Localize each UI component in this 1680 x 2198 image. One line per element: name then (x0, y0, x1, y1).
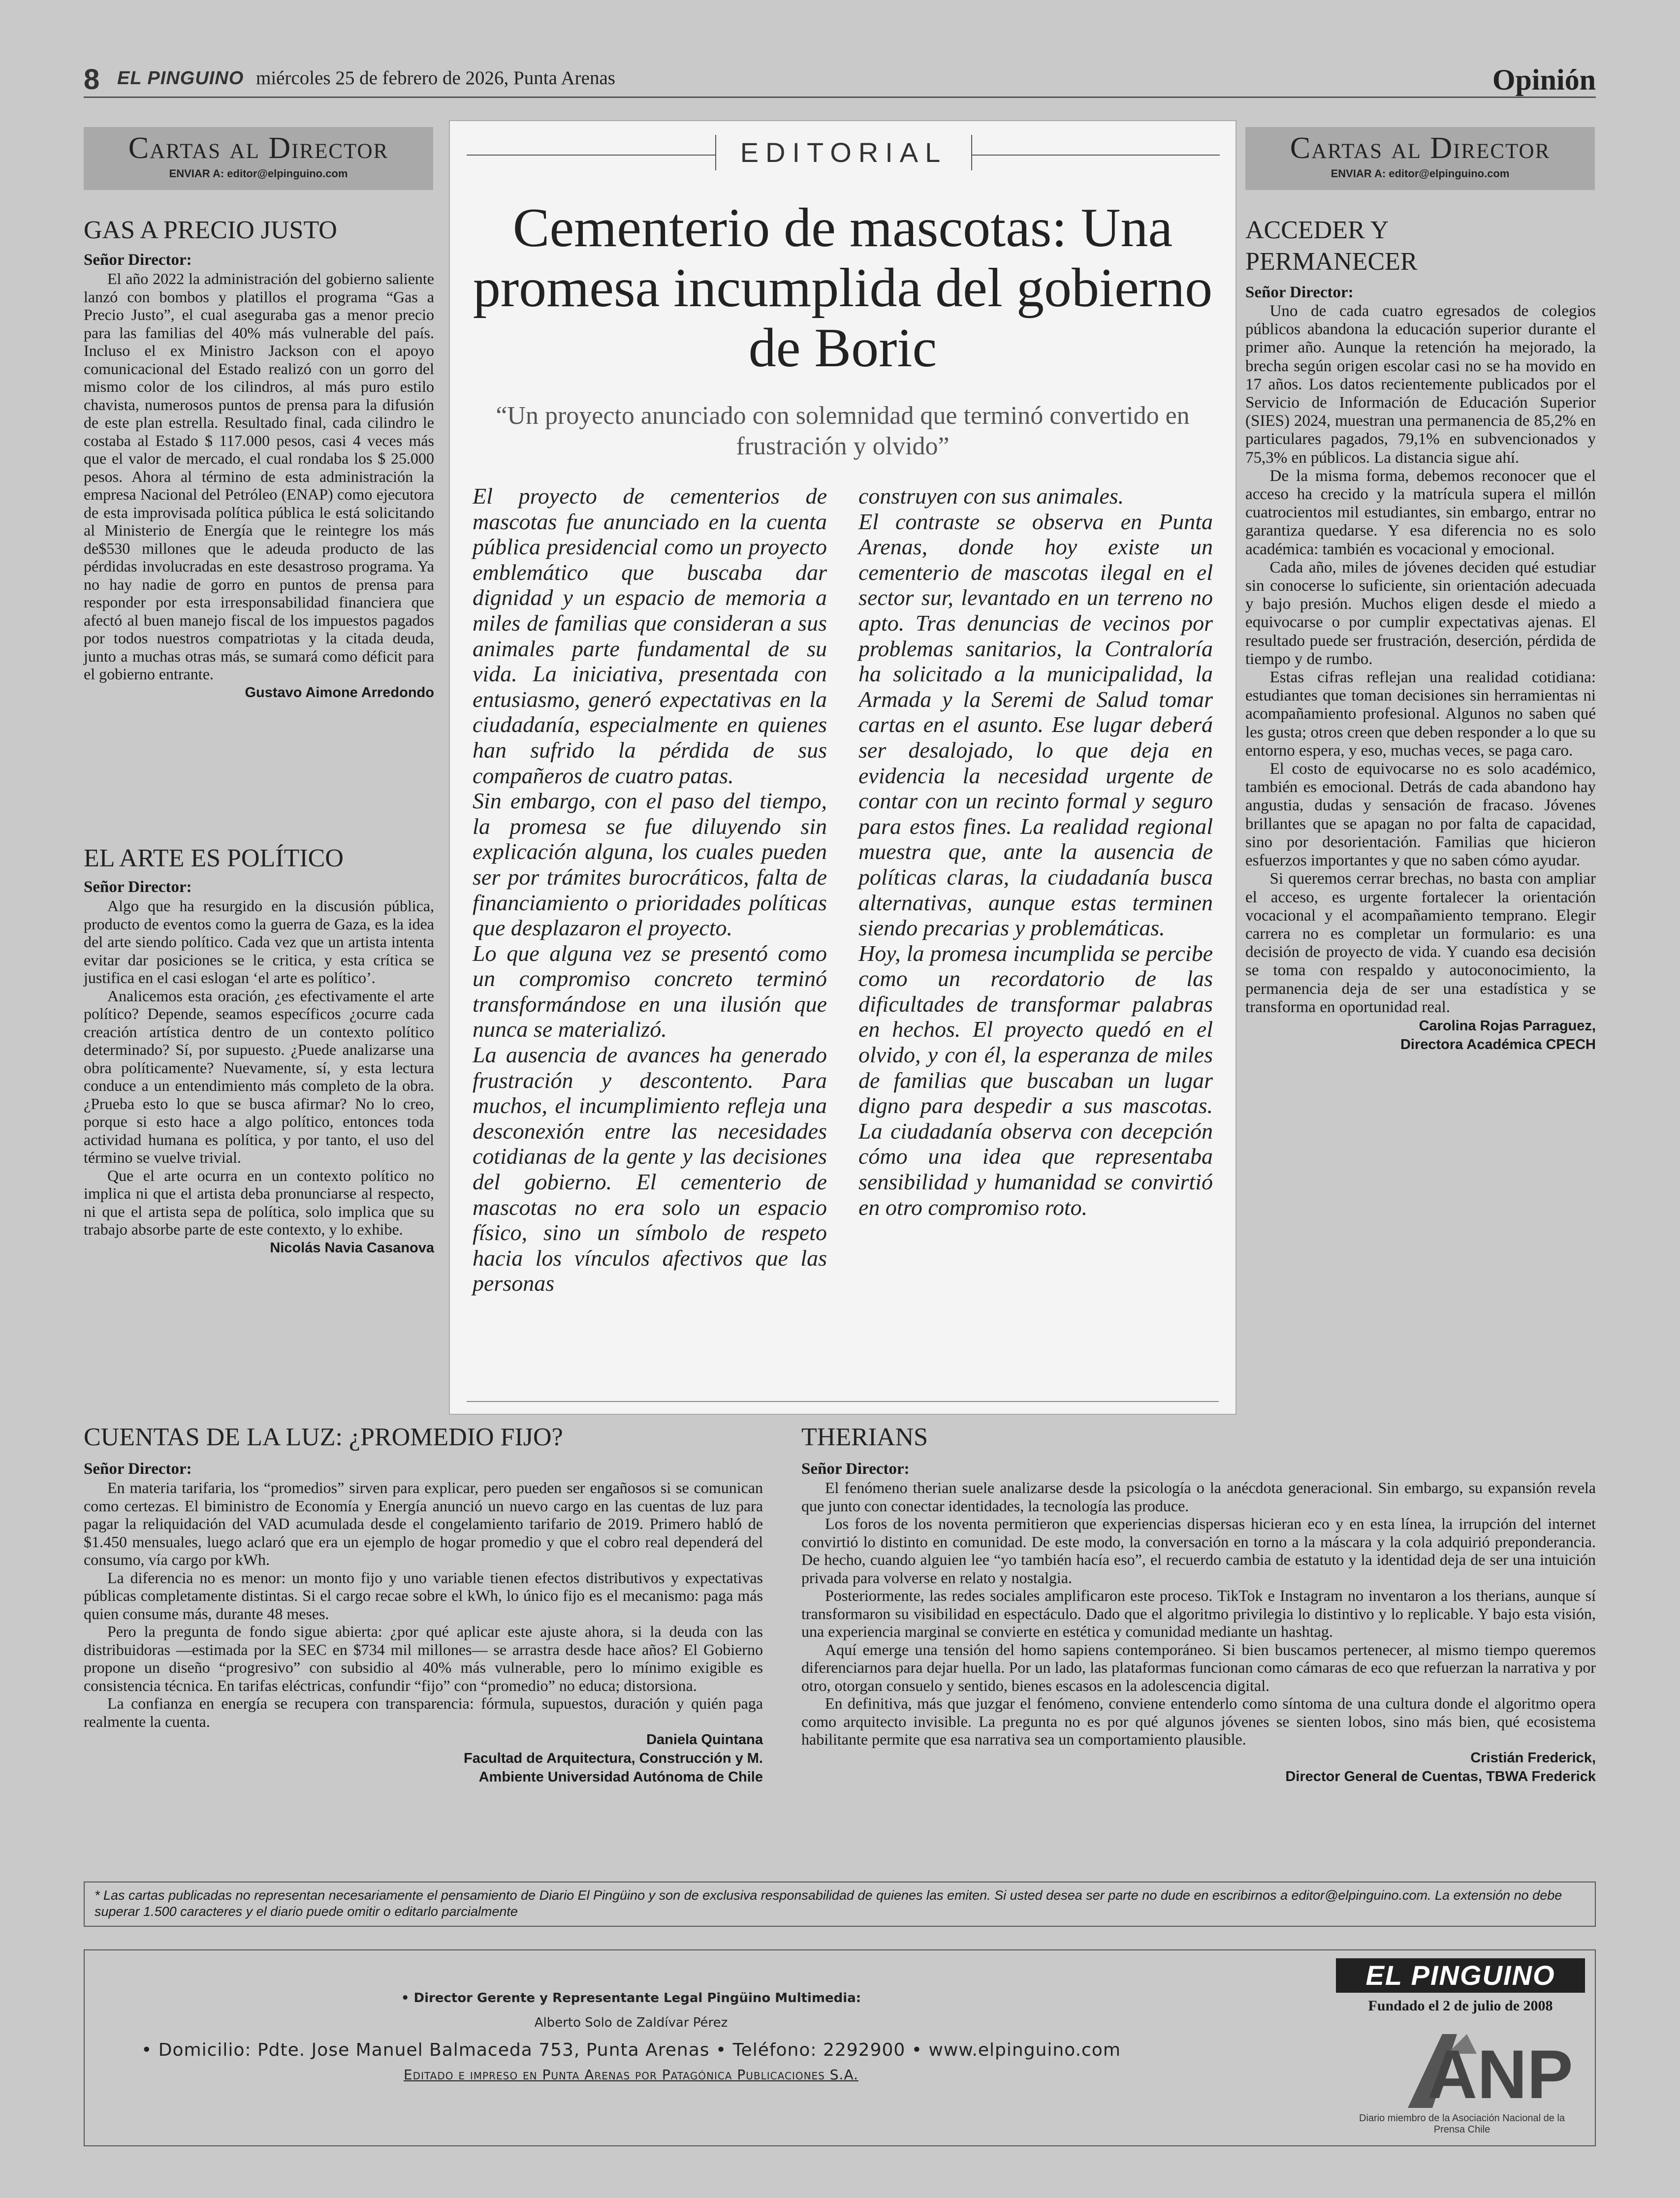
editorial-title: Cementerio de mascotas: Una promesa incumplida del gobierno de Boric (473, 197, 1213, 379)
letter-title: GAS A PRECIO JUSTO (84, 216, 337, 244)
letter-paragraph: De la misma forma, debemos reconocer que el acceso ha crecido y la matrícula supera el millón cuatrocientos mil estudiantes, sin embargo, entrar no garantiza quedarse. Y esa diferencia no es solo académica: también es vocacional y emocional. (1245, 467, 1596, 558)
editorial-column-2 (858, 483, 1213, 1220)
anp-caption: Diario miembro de la Asociación Nacional de la Prensa Chile (1359, 2113, 1565, 2135)
disclaimer: * Las cartas publicadas no representan necesariamente el pensamiento de Diario El Pingüino y son de exclusiva responsabilidad de quienes las emiten. Si usted desea ser parte no dude en escribirnos a editor@elpinguino.com. La extensión no debe superar 1.500 caracteres y el diario puede omitir o editarlo parcialmente (84, 1881, 1596, 1927)
editorial-paragraph: Hoy, la promesa incumplida se percibe como un recordatorio de las dificultades de transformar palabras en hechos. El proyecto quedó en el olvido, y con él, la esperanza de miles de familias que buscaban un lugar digno para despedir a sus mascotas. La ciudadanía observa con decepción cómo una idea que representaba sensibilidad y humanidad se convirtió en otro compromiso roto. (858, 940, 1213, 1220)
page-header (84, 63, 1596, 98)
editorial-rule (467, 155, 715, 156)
letter-signature: Nicolás Navia Casanova (270, 1240, 434, 1256)
letter-title: THERIANS (801, 1423, 928, 1451)
pinguino-logo: EL PINGUINO (1336, 1958, 1585, 1993)
letter-salutation: Señor Director: (84, 878, 192, 896)
footer-person: Alberto Solo de Zaldívar Pérez (534, 2015, 728, 2030)
letter-paragraph: El año 2022 la administración del gobierno saliente lanzó con bombos y platillos el programa “Gas a Precio Justo”, el cual aseguraba gas a menor precio para las familias del 40% más vulnerable del país. Incluso el ex Ministro Jackson con el apoyo comunicacional del Estado realizó con un gorro del mismo color de los cilindros, al más puro estilo chavista, numerosos puntos de prensa para la difusión de este plan estrella. Resultado final, cada cilindro le costaba al Estado $ 117.000 pesos, casi 4 veces más que el valor de mercado, el cual rondaba los $ 25.000 pesos. Ahora al término de esta administración la empresa Nacional del Petróleo (ENAP) como ejecutora de esta improvisada política pública le está solicitando al Ministerio de Energía que le reintegre los más de$530 millones que le adeuda producto de las pérdidas involucradas en este desastroso programa. Ya no hay nadie de gorro en puntos de prensa para responder por esta irresponsabilidad financiera que afectó al buen manejo fiscal de los impuestos pagados por todos nuestros compatriotas y la citada deuda, junto a muchas otras más, se sumará como déficit para el gobierno entrante. (84, 270, 434, 683)
letter-paragraph: Pero la pregunta de fondo sigue abierta: ¿por qué aplicar este ajuste ahora, si la deuda con las distribuidoras —estimada por la SEC en $734 mil millones— se arrastra desde hace años? El Gobierno propone un diseño “progresivo” con subsidio al 40% más vulnerable, pero lo mínimo exigible es consistencia técnica. En tarifas eléctricas, confundir “fijo” con “promedio” no educa; distorsiona. (84, 1623, 763, 1694)
letter-paragraph: Si queremos cerrar brechas, no basta con ampliar el acceso, es urgente fortalecer la orientación vocacional y el acompañamiento temprano. Elegir carrera no es completar un formulario: es una decisión de proyecto de vida. Y cuando esa decisión se toma con respaldo y autoconocimiento, la permanencia deja de ser una estadística y se transforma en oportunidad real. (1245, 870, 1596, 1016)
letter-arte (84, 843, 434, 1257)
letter-body (801, 1479, 1596, 1749)
letter-signature: Gustavo Aimone Arredondo (245, 684, 434, 701)
letter-paragraph: Los foros de los noventa permitieron que experiencias dispersas hicieran eco y en esta línea, la irrupción del internet convirtió lo distinto en comunidad. De este modo, la conversación en torno a la máscara y la cola adquirió preponderancia. De hecho, cuando alguien lee “yo también hacía eso”, el recuerdo cambia de estatuto y la identidad deja de ser una intuición privada para volverse en relato y nostalgia. (801, 1515, 1596, 1587)
footer-box (84, 1949, 1596, 2146)
editorial-label: EDITORIAL (715, 135, 972, 170)
letter-salutation: Señor Director: (801, 1460, 910, 1478)
letter-title: EL ARTE ES POLÍTICO (84, 844, 344, 872)
letter-signature: Carolina Rojas Parraguez, (1419, 1018, 1596, 1034)
letter-salutation: Señor Director: (84, 1460, 192, 1478)
editorial-paragraph: La ausencia de avances ha generado frustración y descontento. Para muchos, el incumplimiento refleja una desconexión entre las necesidades cotidianas de la gente y las decisiones del gobierno. El cementerio de mascotas no era solo un espacio físico, sino un símbolo de respeto hacia los vínculos afectivos que las personas (473, 1042, 827, 1296)
founded-date: Fundado el 2 de julio de 2008 (1368, 1998, 1553, 2014)
letter-signature-role: Facultad de Arquitectura, Construcción y M. (463, 1751, 763, 1766)
letter-paragraph: Algo que ha resurgido en la discusión pública, producto de eventos como la guerra de Gaza, es la idea del arte siendo político. Cada vez que un artista intenta evitar dar posiciones se le critica, y esta crítica se justifica en el casi eslogan ‘el arte es político’. (84, 897, 434, 987)
editorial-rule (467, 1401, 1219, 1402)
letter-signature: Cristián Frederick, (1470, 1750, 1596, 1766)
editorial-paragraph: Lo que alguna vez se presentó como un compromiso concreto terminó transformándose en una ilusión que nunca se materializó. (473, 940, 827, 1042)
letter-paragraph: Estas cifras reflejan una realidad cotidiana: estudiantes que toman decisiones sin herramientas ni acompañamiento profesional. Algunos no saben qué les gusta; otros creen que deben responder a lo que su entorno espera, y eso, muchas veces, se paga caro. (1245, 669, 1596, 760)
editorial-paragraph: Sin embargo, con el paso del tiempo, la promesa se fue diluyendo sin explicación alguna, los cuales pueden ser por trámites burocráticos, falta de financiamiento o prioridades políticas que desplazaron el proyecto. (473, 788, 827, 941)
letter-body (84, 270, 434, 683)
cartas-email: ENVIAR A: editor@elpinguino.com (1331, 167, 1510, 180)
letter-body (84, 897, 434, 1239)
letter-paragraph: Cada año, miles de jóvenes deciden qué estudiar sin conocerse lo suficiente, sin orientación adecuada y bajo presión. Muchos eligen desde el miedo a equivocarse o por cumplir expectativas ajenas. El resultado puede ser frustración, deserción, pérdida de tiempo y de rumbo. (1245, 558, 1596, 668)
anp-logo-text: ANP (1427, 2036, 1573, 2113)
cartas-title: Cartas al Director (128, 131, 389, 165)
letter-paragraph: La confianza en energía se recupera con transparencia: fórmula, supuestos, duración y quién paga realmente la cuenta. (84, 1694, 763, 1730)
editorial-paragraph: El proyecto de cementerios de mascotas fue anunciado en la cuenta pública presidencial como un proyecto emblemático que buscaba dar dignidad y un espacio de memoria a miles de familias que consideran a sus animales parte fundamental de su vida. La iniciativa, presentada con entusiasmo, generó expectativas en la ciudadanía, especialmente en quienes han sufrido la pérdida de sus compañeros de cuatro patas. (473, 483, 827, 788)
cartas-email: ENVIAR A: editor@elpinguino.com (169, 167, 348, 180)
letter-paragraph: En materia tarifaria, los “promedios” sirven para explicar, pero pueden ser engañosos si se comunican como certezas. El biministro de Economía y Energía anunció un nuevo cargo en las cuentas de luz para pagar la reliquidación del VAD acumulada desde el congelamiento tarifario de 2019. Primero habló de $1.450 mensuales, luego aclaró que era un ejemplo de hogar promedio y que el cobro real dependerá del consumo, vía cargo por kWh. (84, 1479, 763, 1568)
letter-signature-role: Director General de Cuentas, TBWA Frederick (1285, 1768, 1596, 1784)
editorial-column-1 (473, 483, 827, 1296)
letter-paragraph: Que el arte ocurra en un contexto político no implica ni que el artista deba pronunciarse al respecto, ni que el artista sepa de política, solo implica que su trabajo absorbe parte de este contexto, y lo exhibe. (84, 1166, 434, 1238)
footer-address: • Domicilio: Pdte. Jose Manuel Balmaceda 753, Punta Arenas • Teléfono: 2292900 • www.elpinguino.com (141, 2040, 1121, 2060)
editorial-paragraph: construyen con sus animales. (858, 483, 1124, 509)
letter-paragraph: Analicemos esta oración, ¿es efectivamente el arte político? Depende, seamos específicos ¿ocurre cada creación artística dentro de un contexto político determinado? Sí, por supuesto. ¿Puede analizarse una obra políticamente? Nuevamente, sí, y esta lectura conduce a un entendimiento más completo de la obra. ¿Prueba esto lo que se busca afirmar? No lo creo, porque si esto hace a algo político, entonces toda actividad humana es política, y por tanto, el uso del término se vuelve trivial. (84, 987, 434, 1166)
letter-paragraph: El fenómeno therian suele analizarse desde la psicología o la anécdota generacional. Sin embargo, su expansión revela que junto con conectar identidades, la tecnología las produce. (801, 1479, 1596, 1515)
cartas-header-right (1245, 127, 1595, 190)
brand-name: EL PINGUINO (117, 68, 244, 89)
letter-gas (84, 215, 434, 702)
letter-signature: Daniela Quintana (646, 1732, 763, 1748)
letter-paragraph: Posteriormente, las redes sociales amplificaron este proceso. TikTok e Instagram no inventaron a los therians, aunque sí transformaron su visibilidad en espectáculo. Dado que el algoritmo privilegia lo distintivo y lo replicable. Y bajo esta visión, una experiencia marginal se convierte en estética y comunidad mediante un hashtag. (801, 1587, 1596, 1640)
editorial-paragraph: El contraste se observa en Punta Arenas, donde hoy existe un cementerio de mascotas ilegal en el sector sur, levantado en un terreno no apto. Tras denuncias de vecinos por problemas sanitarios, la Contraloría ha solicitado a la municipalidad, la Armada y la Seremi de Salud tomar cartas en el asunto. Ese lugar deberá ser desalojado, lo que deja en evidencia la necesidad urgente de contar con un recinto formal y seguro para estos fines. La realidad regional muestra que, ante la ausencia de políticas claras, la ciudadanía busca alternativas, aunque estas terminen siendo precarias y problemáticas. (858, 509, 1213, 941)
page-number: 8 (84, 64, 100, 96)
letter-title: ACCEDER Y PERMANECER (1245, 216, 1418, 276)
letter-signature-role: Directora Académica CPECH (1400, 1036, 1596, 1052)
letter-salutation: Señor Director: (84, 251, 192, 269)
footer-publisher: Editado e impreso en Punta Arenas por Patagónica Publicaciones S.A. (403, 2067, 859, 2083)
editorial-subtitle: “Un proyecto anunciado con solemnidad que terminó convertido en frustración y olvido” (496, 402, 1190, 460)
letter-therians (801, 1422, 1596, 1786)
letter-paragraph: El costo de equivocarse no es solo académico, también es emocional. Detrás de cada abandono hay angustia, dudas y sensación de fracaso. Jóvenes brillantes que se apagan no por falta de capacidad, sino por desorientación. Familias que hicieron esfuerzos importantes y que no saben cómo ayudar. (1245, 760, 1596, 870)
section-title: Opinión (1492, 64, 1596, 96)
letter-luz (84, 1422, 763, 1786)
letter-acceder (1245, 215, 1596, 1054)
editorial-rule (971, 155, 1220, 156)
letter-paragraph: Aquí emerge una tensión del homo sapiens contemporáneo. Si bien buscamos pertenecer, al mismo tiempo queremos diferenciarnos para dejar huella. Por un lado, las plataformas funcionan como cámaras de eco que refuerzan la narrativa y por otro, otorgan consuelo y sentido, bienes escasos en la adolescencia digital. (801, 1640, 1596, 1694)
letter-salutation: Señor Director: (1245, 284, 1354, 301)
editorial-box (449, 120, 1236, 1415)
anp-logo-icon (1373, 2024, 1573, 2113)
letter-signature-role: Ambiente Universidad Autónoma de Chile (478, 1769, 763, 1785)
date-line: miércoles 25 de febrero de 2026, Punta Arenas (256, 67, 615, 89)
letter-body (1245, 302, 1596, 1017)
letter-title: CUENTAS DE LA LUZ: ¿PROMEDIO FIJO? (84, 1423, 563, 1451)
letter-body (84, 1479, 763, 1730)
letter-paragraph: En definitiva, más que juzgar el fenómeno, conviene entenderlo como síntoma de una cultura donde el algoritmo opera como arquitecto invisible. La pregunta no es por qué algunos jóvenes se sienten lobos, sino más bien, qué ecosistema habilitante permite que esa narrativa sea un comportamiento plausible. (801, 1694, 1596, 1748)
footer-role: • Director Gerente y Representante Legal Pingüino Multimedia: (401, 1991, 861, 2006)
letter-paragraph: La diferencia no es menor: un monto fijo y uno variable tienen efectos distributivos y expectativas públicas completamente distintas. Si el cargo recae sobre el kWh, lo único fijo es el mecanismo: paga más quien consume más, durante 48 meses. (84, 1568, 763, 1623)
cartas-title: Cartas al Director (1290, 131, 1551, 165)
letter-paragraph: Uno de cada cuatro egresados de colegios públicos abandona la educación superior durante el primer año. Aunque la retención ha mejorado, la brecha según origen escolar casi no se ha movido en 17 años. Los datos recientemente publicados por el Servicio de Información de Educación Superior (SIES) 2024, muestran una permanencia de 85,2% en particulares pagados, 79,1% en subvencionados y 75,3% en públicos. La distancia sigue ahí. (1245, 302, 1596, 467)
cartas-header-left (84, 127, 433, 190)
